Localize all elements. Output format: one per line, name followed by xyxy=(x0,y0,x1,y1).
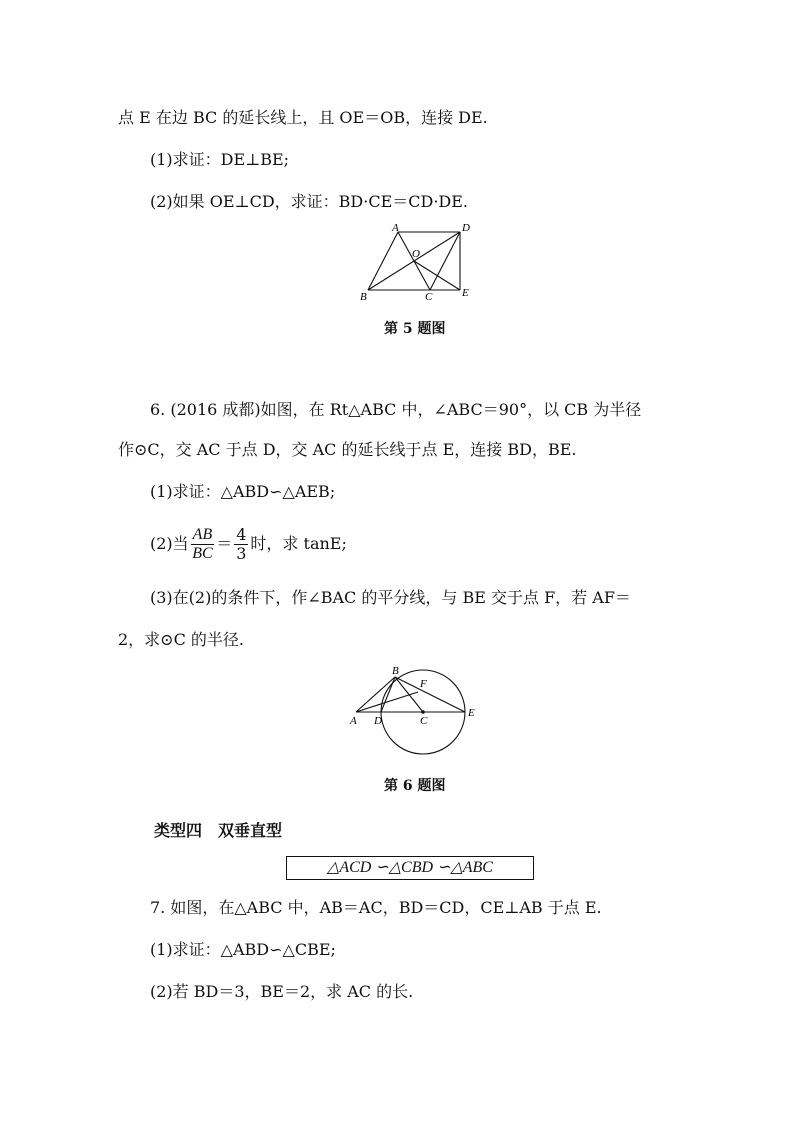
label-f: F xyxy=(420,678,427,690)
problem6-line1: 6. (2016 成都)如图，在 Rt△ABC 中，∠ABC＝90°，以 CB 为半径 xyxy=(150,400,642,419)
fraction-ab-bc xyxy=(191,526,215,563)
segment-bd xyxy=(381,677,395,712)
problem6-part1: (1)求证：△ABD∽△AEB; xyxy=(150,482,336,501)
problem5-line1: 点 E 在边 BC 的延长线上，且 OE＝OB，连接 DE. xyxy=(118,108,488,127)
label-e: E xyxy=(462,287,469,299)
segment-ab xyxy=(356,677,395,712)
fraction-4-3 xyxy=(234,526,248,563)
label-o: O xyxy=(412,248,420,260)
label-d: D xyxy=(374,715,382,727)
figure-5 xyxy=(352,222,482,304)
segment-dc xyxy=(430,232,460,290)
section-heading: 类型四 双垂直型 xyxy=(154,821,283,840)
label-b: B xyxy=(360,291,367,303)
label-b: B xyxy=(392,665,399,677)
center-point xyxy=(421,710,425,714)
label-d: D xyxy=(462,222,470,234)
segment-ab xyxy=(368,232,398,290)
problem7-part2: (2)若 BD＝3，BE＝2，求 AC 的长. xyxy=(150,982,414,1001)
figure-6-caption: 第 6 题图 xyxy=(384,778,446,794)
figure-5-caption: 第 5 题图 xyxy=(384,321,446,337)
segment-be xyxy=(395,677,465,712)
fraction-numerator: 4 xyxy=(236,525,247,544)
fraction-denominator: 3 xyxy=(236,544,247,563)
label-c: C xyxy=(420,715,428,727)
segment-af xyxy=(356,692,418,712)
problem6-part3-line1: (3)在(2)的条件下，作∠BAC 的平分线，与 BE 交于点 F，若 AF＝ xyxy=(150,588,631,607)
label-a: A xyxy=(392,222,399,234)
equals-sign: ＝ xyxy=(216,534,233,553)
part2-prefix: (2)当 xyxy=(150,534,189,553)
boxed-formula: △ACD ∽△CBD ∽△ABC xyxy=(286,856,534,880)
fraction-denominator: BC xyxy=(192,545,213,562)
problem7-line1: 7. 如图，在△ABC 中，AB＝AC，BD＝CD，CE⊥AB 于点 E. xyxy=(150,898,602,917)
label-e: E xyxy=(468,707,475,719)
segment-oe xyxy=(414,261,460,290)
part2-suffix: 时，求 tanE; xyxy=(250,534,347,553)
problem7-part1: (1)求证：△ABD∽△CBE; xyxy=(150,940,336,959)
problem6-part3-line2: 2，求⊙C 的半径. xyxy=(118,630,245,649)
figure-6 xyxy=(348,662,484,762)
problem5-part1: (1)求证：DE⊥BE; xyxy=(150,150,290,169)
fraction-numerator: AB xyxy=(192,526,213,543)
problem6-part2 xyxy=(150,522,347,566)
problem6-line2: 作⊙C，交 AC 于点 D，交 AC 的延长线于点 E，连接 BD，BE. xyxy=(118,440,577,459)
label-c: C xyxy=(425,291,433,303)
label-a: A xyxy=(350,715,357,727)
problem5-part2: (2)如果 OE⊥CD，求证：BD·CE＝CD·DE. xyxy=(150,192,469,211)
